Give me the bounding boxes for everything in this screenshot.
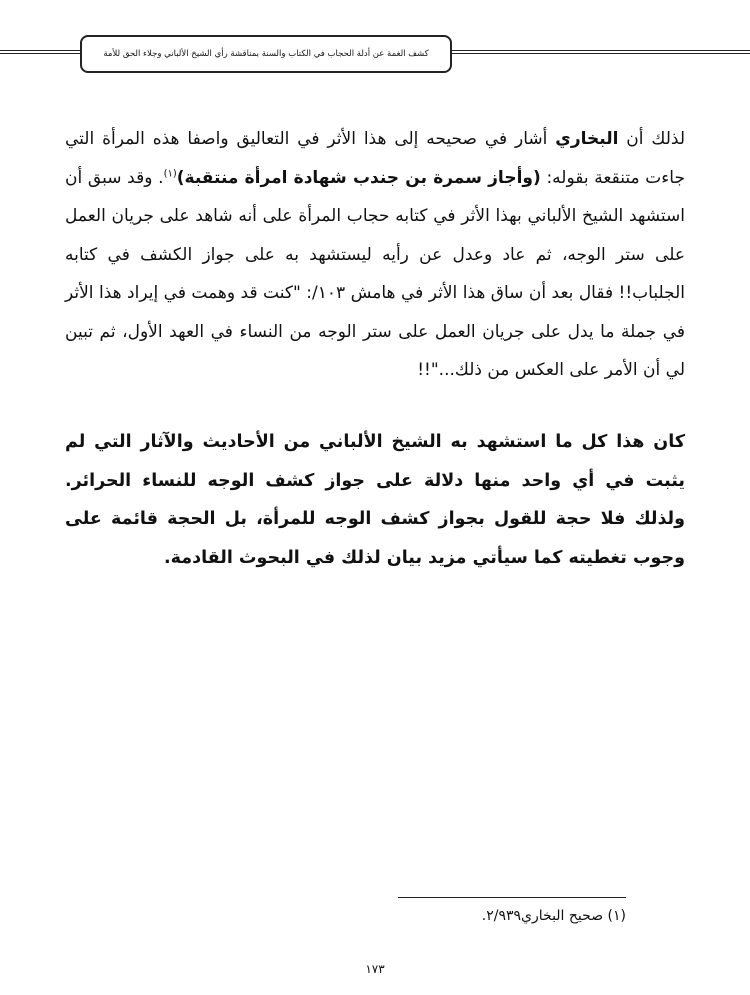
bukhari-name: البخاري — [555, 129, 619, 149]
para1-text-b: . وقد سبق أن استشهد الشيخ الألباني بهذا الأثر في كتابه حجاب المرأة على أنه شاهد على جريان العمل على ستر الوجه، ثم عاد وعدل عن رأيه ليستشهد به على جواز الكشف في كتابه الجلباب!! فقال بعد أن ساق هذا الأثر في هامش ١٠٣/: "كنت قد وهمت في إيراد هذا الأثر في جملة ما يدل على جريان العمل على ستر الوجه من النساء في العهد الأول، ثم تبين لي أن الأمر على العكس من ذلك..."!! — [65, 167, 685, 380]
running-title: كشف الغمة عن أدلة الحجاب في الكتاب والسنة بمناقشة رأي الشيخ الألباني وجلاء الحق للأمة — [103, 49, 429, 59]
paragraph-2: كان هذا كل ما استشهد به الشيخ الألباني من الأحاديث والآثار التي لم يثبت في أي واحد منها دلالة على جواز كشف الوجه للنساء الحرائر. ولذلك فلا حجة للقول بجواز كشف الوجه للمرأة، بل الحجة قائمة على وجوب تغطيته كما سيأتي مزيد بيان لذلك في البحوث القادمة. — [65, 432, 685, 568]
running-header — [80, 35, 452, 73]
para1-text-a: أشار في صحيحه إلى هذا الأثر في التعاليق واصفا هذه المرأة التي جاءت متنقعة بقوله: — [65, 129, 685, 188]
footnote-1: (١) صحيح البخاري٢/٩٣٩. — [481, 908, 626, 924]
bukhari-quote: (وأجاز سمرة بن جندب شهادة امرأة منتقبة) — [176, 167, 541, 188]
footnote-separator — [398, 897, 626, 898]
page-number: ١٧٣ — [365, 962, 385, 976]
paragraph-1 — [65, 120, 685, 390]
para1-intro: لذلك أن — [618, 129, 686, 149]
footnote-ref: (١) — [163, 167, 177, 179]
